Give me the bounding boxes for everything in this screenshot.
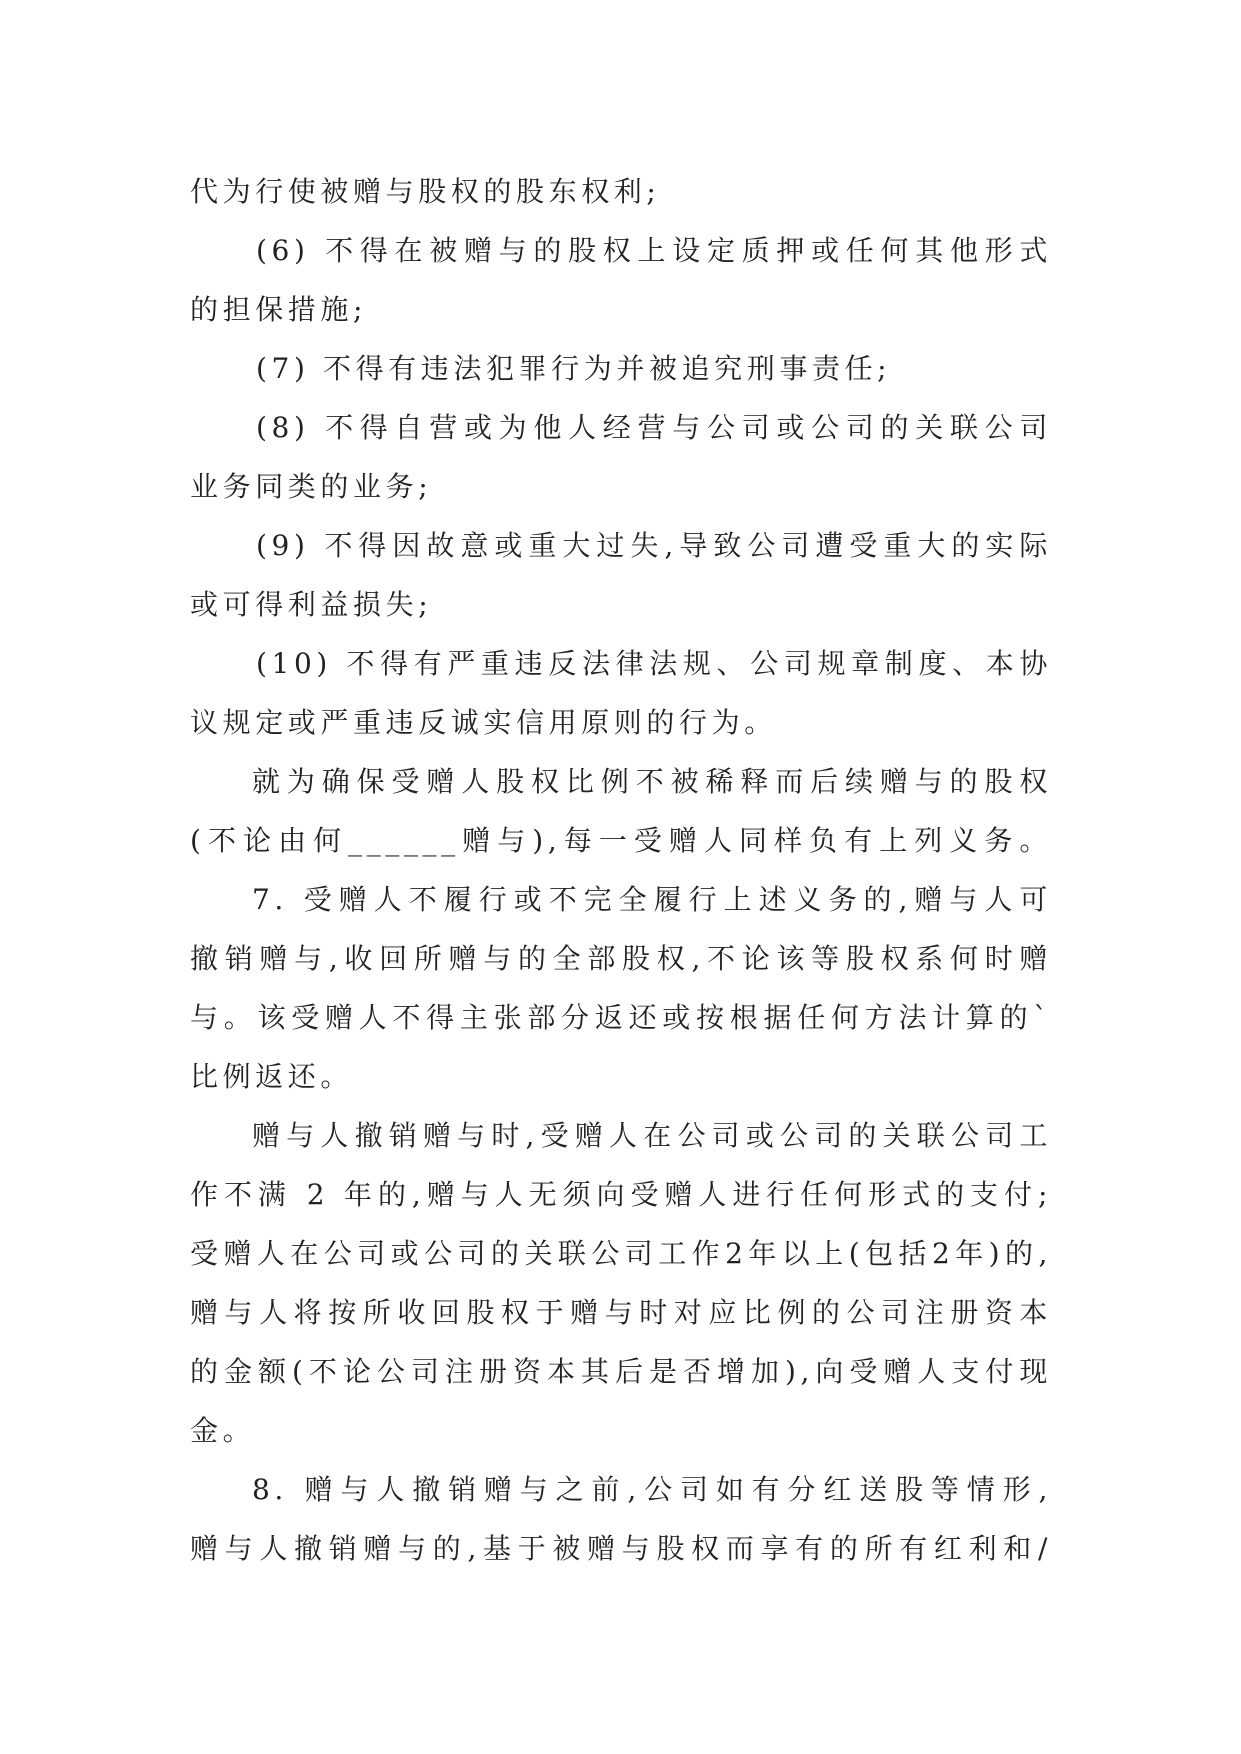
document-body (190, 162, 1052, 1578)
text-line: 或可得利益损失; (190, 588, 433, 621)
text-line: 7. 受赠人不履行或不完全履行上述义务的,赠与人可 (252, 883, 1052, 916)
text-line: 赠与人撤销赠与的,基于被赠与股权而享有的所有红利和/ (190, 1532, 1052, 1565)
text-line: 金。 (190, 1414, 256, 1447)
text-line: 与。该受赠人不得主张部分返还或按根据任何方法计算的` (190, 1001, 1052, 1034)
text-line: (7) 不得有违法犯罪行为并被追究刑事责任; (256, 352, 892, 385)
text-line: (10) 不得有严重违反法律法规、公司规章制度、本协 (256, 647, 1052, 680)
text-line: (6) 不得在被赠与的股权上设定质押或任何其他形式 (256, 234, 1052, 267)
text-line: (8) 不得自营或为他人经营与公司或公司的关联公司 (256, 411, 1052, 444)
text-line: 业务同类的业务; (190, 470, 433, 503)
text-line: 的担保措施; (190, 293, 368, 326)
text-line: 比例返还。 (190, 1060, 354, 1093)
text-line: 赠与人将按所收回股权于赠与时对应比例的公司注册资本 (190, 1296, 1052, 1329)
text-line: (9) 不得因故意或重大过失,导致公司遭受重大的实际 (256, 529, 1052, 562)
text-line: 作不满 2 年的,赠与人无须向受赠人进行任何形式的支付; (190, 1178, 1052, 1211)
text-line: 撤销赠与,收回所赠与的全部股权,不论该等股权系何时赠 (190, 942, 1052, 975)
text-line: 8. 赠与人撤销赠与之前,公司如有分红送股等情形, (252, 1473, 1052, 1506)
text-line: 代为行使被赠与股权的股东权利; (190, 175, 661, 208)
text-line: 的金额(不论公司注册资本其后是否增加),向受赠人支付现 (190, 1355, 1052, 1388)
text-line: 受赠人在公司或公司的关联公司工作2年以上(包括2年)的, (190, 1237, 1052, 1270)
text-line: 议规定或严重违反诚实信用原则的行为。 (190, 706, 777, 739)
text-line: 就为确保受赠人股权比例不被稀释而后续赠与的股权 (252, 765, 1052, 798)
text-line: 赠与人撤销赠与时,受赠人在公司或公司的关联公司工 (252, 1119, 1052, 1152)
text-line: (不论由何______赠与),每一受赠人同样负有上列义务。 (190, 824, 1052, 857)
